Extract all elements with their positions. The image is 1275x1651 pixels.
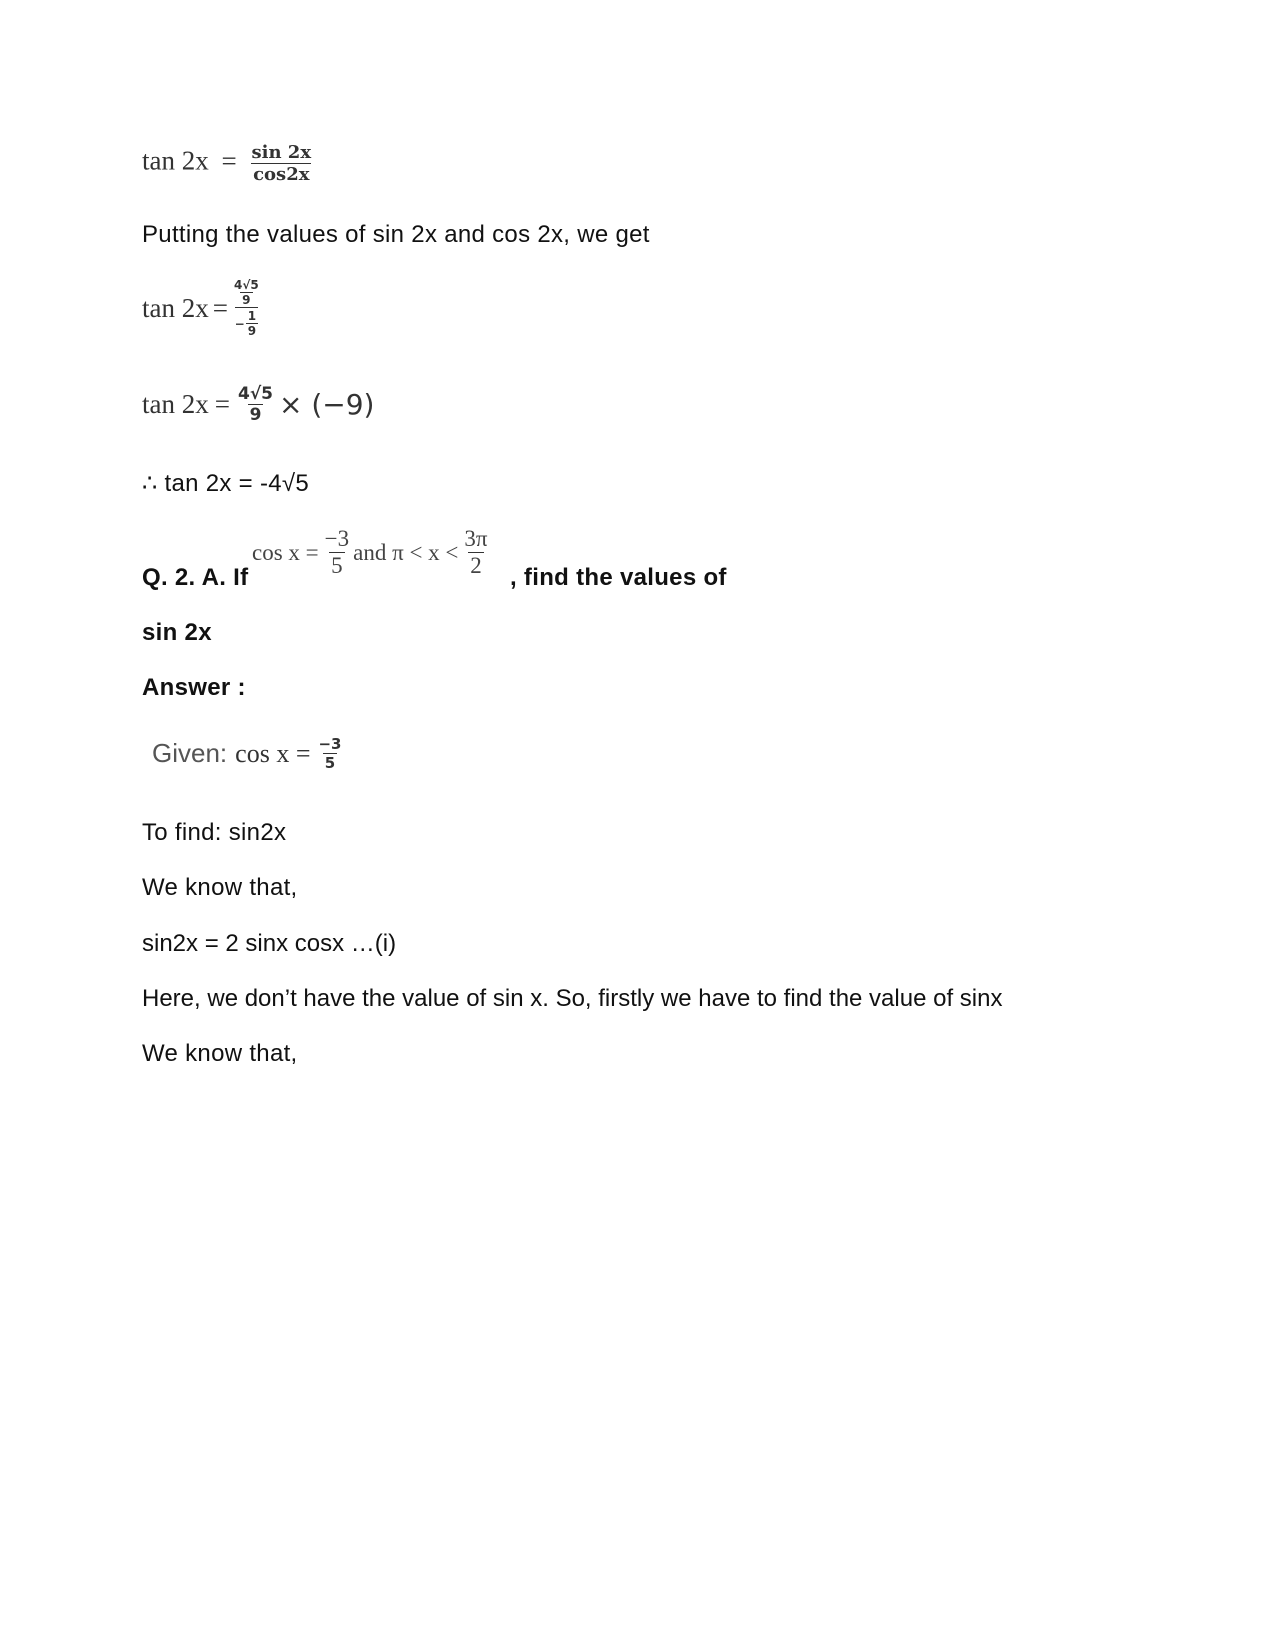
equation-tan2x-substituted: [142, 278, 261, 338]
eq3-lhs: tan 2x: [142, 389, 209, 419]
result-tan2x: ∴ tan 2x = -4√5: [142, 470, 310, 497]
question-2a: [142, 526, 962, 592]
question-part-sin2x: sin 2x: [142, 619, 212, 646]
eq2-equals: =: [212, 292, 228, 323]
question-fraction-1-den: 5: [331, 553, 343, 578]
question-condition: [252, 526, 490, 579]
equation-tan2x-multiplied: [142, 384, 374, 425]
identity-sin2x: sin2x = 2 sinx cosx …(i): [142, 930, 397, 957]
to-find-line: To find: sin2x: [142, 819, 287, 846]
eq2-lhs: tan 2x: [142, 292, 209, 323]
eq1-lhs: tan 2x: [142, 145, 209, 176]
question-fraction-2-num: 3π: [464, 526, 488, 551]
question-fraction-2: [462, 526, 489, 579]
question-fraction-2-den: 2: [470, 553, 482, 578]
eq2-bottom-denominator: 9: [247, 324, 257, 338]
eq2-top-fraction: [232, 278, 261, 307]
eq2-top-denominator: 9: [242, 293, 251, 307]
putting-values-line: Putting the values of sin 2x and cos 2x, we get: [142, 221, 650, 248]
eq1-equals: =: [221, 145, 237, 176]
question-fraction-1: [323, 526, 351, 579]
question-range-text: and π < x <: [353, 539, 459, 565]
eq2-bottom-fraction: [246, 309, 258, 338]
eq3-denominator: 9: [249, 405, 262, 425]
eq3-fraction: [236, 384, 275, 425]
question-suffix: , find the values of: [510, 564, 727, 591]
eq3-numerator: 4√5: [237, 384, 273, 404]
equation-tan2x-definition: [142, 142, 313, 185]
eq2-minus: −: [234, 316, 245, 331]
given-lhs: cos x =: [235, 738, 311, 768]
we-know-that-1: We know that,: [142, 874, 298, 901]
answer-label: Answer :: [142, 674, 246, 701]
question-prefix: Q. 2. A. If: [142, 564, 249, 591]
given-equation: [152, 735, 344, 772]
eq2-bottom-numerator: 1: [247, 309, 257, 323]
eq1-fraction: [249, 142, 313, 185]
eq1-denominator: cos2x: [253, 164, 310, 185]
question-fraction-1-num: −3: [324, 526, 350, 551]
given-fraction: [316, 735, 343, 772]
eq3-equals: =: [214, 389, 230, 419]
we-know-that-2: We know that,: [142, 1040, 298, 1067]
eq1-numerator: sin 2x: [251, 142, 312, 163]
given-denominator: 5: [324, 754, 336, 772]
eq2-bottom-part: [235, 307, 258, 338]
given-numerator: −3: [318, 735, 342, 753]
question-cos-lhs: cos x =: [252, 539, 319, 565]
given-label: Given:: [152, 738, 228, 768]
eq3-times: × (−9): [278, 388, 375, 421]
eq2-top-numerator: 4√5: [233, 278, 259, 292]
eq2-complex-fraction: [232, 278, 261, 338]
here-explanation: Here, we don’t have the value of sin x. So, firstly we have to find the value of sinx: [142, 985, 1003, 1012]
